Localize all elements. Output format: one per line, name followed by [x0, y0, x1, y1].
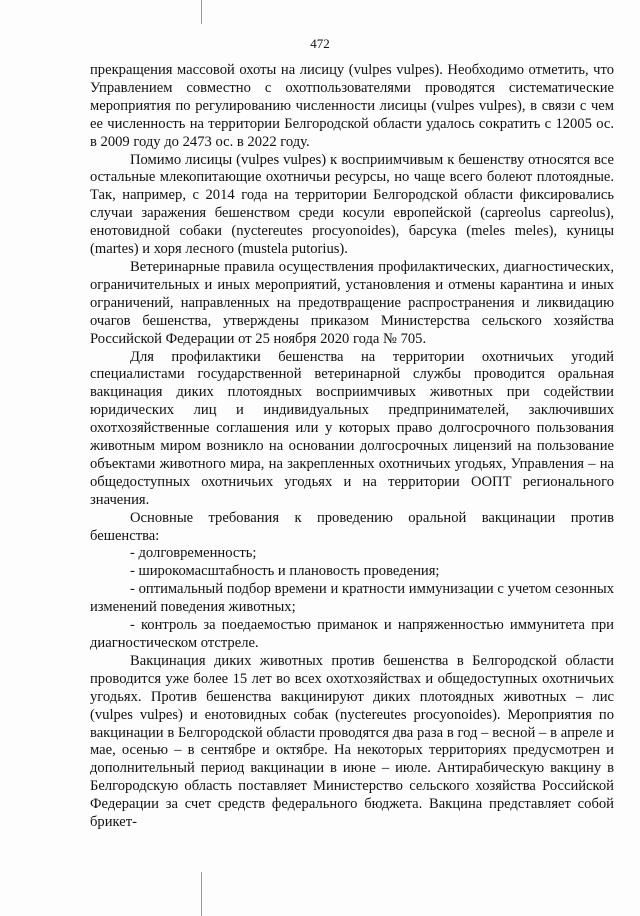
scan-artifact-bottom [201, 872, 202, 916]
paragraph-veterinary-rules: Ветеринарные правила осуществления профилактических, диагностических, ограничительных и иных мероприятий, установления и отмены карантина и иных ограничений, направленных на предотвращение распространения и ликвидацию очагов бешенства, утверждены приказом Министерства сельского хозяйства Российской Федерации от 25 ноября 2020 года № 705. [90, 258, 614, 347]
requirements-list [90, 545, 614, 652]
scan-artifact-top [201, 0, 202, 24]
paragraph-prevention: Для профилактики бешенства на территории охотничьих угодий специалистами государственной ветеринарной службы проводится оральная вакцинация диких плотоядных восприимчивых животных при содействии юридических лиц и индивидуальных предпринимателей, заключивших охотхозяйственные соглашения или у которых право долгосрочного пользования животным миром возникло на основании долгосрочных лицензий на пользование объектами животного мира, на закрепленных охотничьих угодьях, Управления – на общедоступных охотничьих угодьях и на территории ООПТ регионального значения. [90, 348, 614, 508]
document-body [90, 62, 614, 832]
list-item: - контроль за поедаемостью приманок и напряженностью иммунитета при диагностическом отстреле. [90, 617, 614, 651]
paragraph-vaccination: Вакцинация диких животных против бешенства в Белгородской области проводится уже более 15 лет во всех охотхозяйствах и общедоступных охотничьих угодьях. Против бешенства вакцинируют диких плотоядных животных – лис (vulpes vulpes) и енотовидных собак (nyctereutes procyonoides). Мероприятия по вакцинации в Белгородской области проводятся два раза в год – весной – в апреле и мае, осенью – в сентябре и октябре. На некоторых территориях предусмотрен и дополнительный период вакцинации в июне – июле. Антирабическую вакцину в Белгородскую область поставляет Министерство сельского хозяйства Российской Федерации за счет средств федерального бюджета. Вакцина представляет собой брикет- [90, 652, 614, 831]
list-item: - оптимальный подбор времени и кратности иммунизации с учетом сезонных изменений поведения животных; [90, 581, 614, 616]
paragraph-continuation: прекращения массовой охоты на лисицу (vulpes vulpes). Необходимо отметить, что Управлением совместно с охотпользователями проводятся систематические мероприятия по регулированию численности лисицы (vulpes vulpes), в связи с чем ее численность на территории Белгородской области удалось сократить с 12005 ос. в 2009 году до 2473 ос. в 2022 году. [90, 62, 614, 150]
list-item: - широкомасштабность и плановость проведения; [130, 563, 440, 580]
paragraph-requirements-intro: Основные требования к проведению оральной вакцинации против бешенства: [90, 509, 614, 544]
list-item: - долговременность; [130, 545, 257, 562]
page-number: 472 [310, 36, 330, 51]
paragraph-susceptible-species: Помимо лисицы (vulpes vulpes) к восприимчивым к бешенству относятся все остальные млекопитающие охотничьи ресурсы, но чаще всего болеют плотоядные. Так, например, с 2014 года на территории Белгородской области фиксировались случаи заражения бешенством среди косули европейской (capreolus capreolus), енотовидной собаки (nyctereutes procyonoides), барсука (meles meles), куницы (martes) и хоря лесного (mustela putorius). [90, 151, 614, 258]
